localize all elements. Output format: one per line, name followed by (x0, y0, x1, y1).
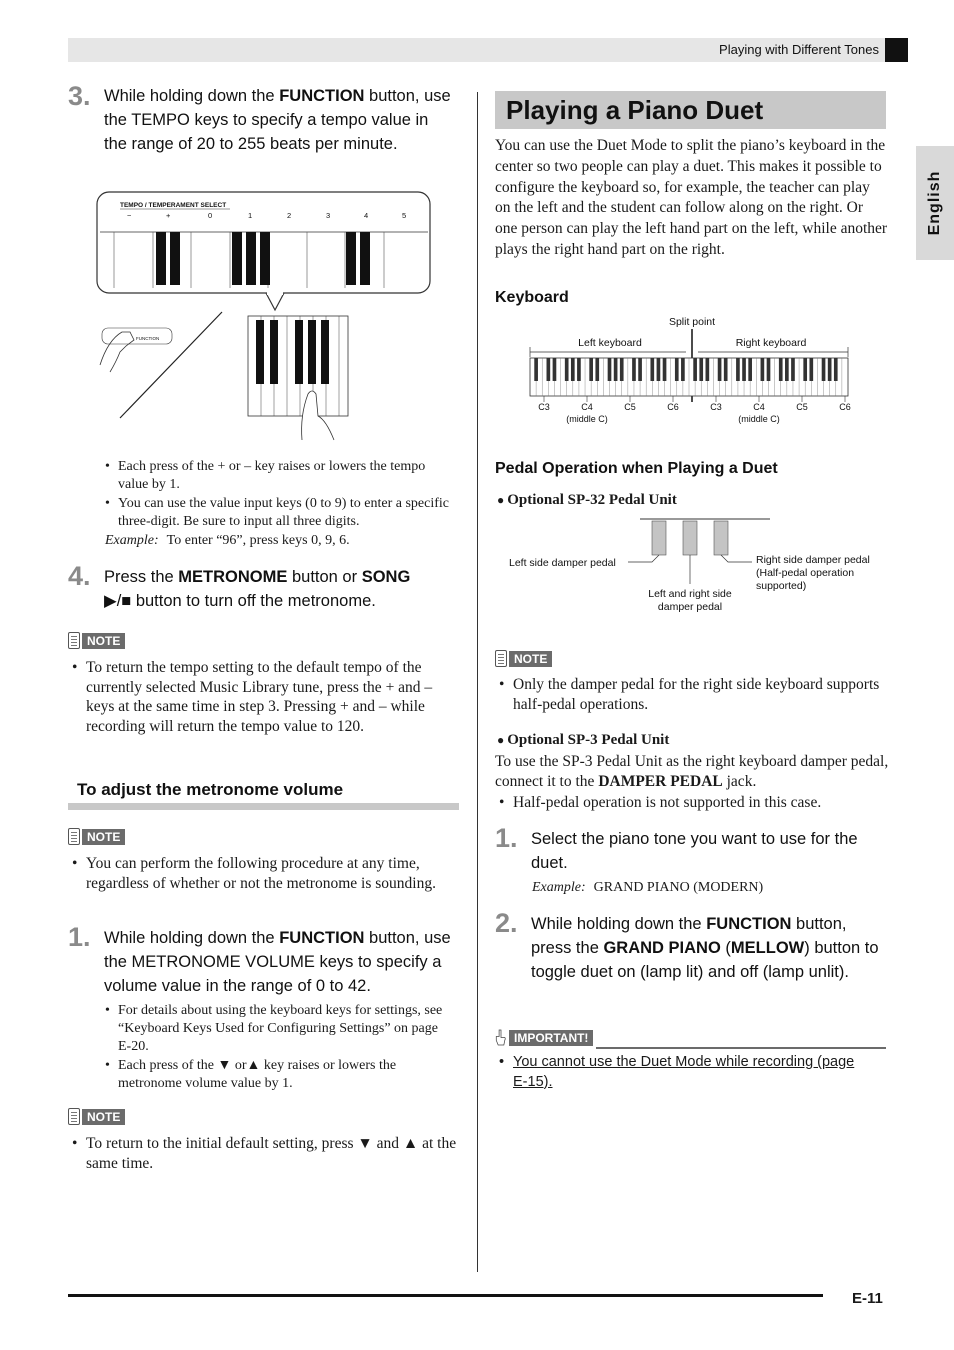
black-key (828, 358, 832, 381)
note-3-list (72, 1134, 462, 1173)
black-key (718, 358, 722, 381)
black-key (742, 358, 746, 381)
column-divider (477, 92, 478, 1272)
black-key (706, 358, 710, 381)
black-key (675, 358, 679, 381)
black-key (761, 358, 765, 381)
note-icon (68, 632, 80, 649)
language-tab-label: English (926, 170, 943, 236)
note-c6-right: C6 (839, 402, 851, 412)
left-keyboard-label: Left keyboard (578, 337, 642, 349)
duet-step-1-number: 1. (495, 823, 518, 853)
step-3-bullets (105, 458, 450, 532)
black-key (571, 358, 575, 381)
note-2-list (72, 854, 462, 893)
note-icon (495, 650, 507, 667)
black-key (785, 358, 789, 381)
black-key (553, 358, 557, 381)
note-4-item: • Only the damper pedal for the right side keyboard supports half-pedal operations. (499, 675, 889, 714)
heading-underline (68, 803, 459, 810)
pedal-heading: Pedal Operation when Playing a Duet (495, 460, 778, 477)
pedal-both-label: Left and right side damper pedal (648, 588, 732, 613)
middle-c-right: (middle C) (738, 414, 780, 424)
pointing-hand-icon (495, 1029, 507, 1046)
black-key (614, 358, 618, 381)
black-key (736, 358, 740, 381)
black-key (638, 358, 642, 381)
note-badge-2: NOTE (68, 828, 125, 845)
function-button-label: FUNCTION (136, 336, 160, 341)
header-block (885, 38, 908, 62)
note-badge-4: NOTE (495, 650, 552, 667)
pedal-diagram (500, 512, 890, 622)
step-4-text: Press the METRONOME button or SONG ▶/■ button to turn off the metronome. (104, 568, 411, 610)
note-icon (68, 1108, 80, 1125)
middle-c-left: (middle C) (566, 414, 608, 424)
step-1-text: While holding down the FUNCTION button, use the METRONOME VOLUME keys to specify a volume value in the range of 0 to 42. (104, 929, 451, 995)
black-key (834, 358, 838, 381)
note-c4-left: C4 (581, 402, 593, 412)
step-3-example: Example: To enter “96”, press keys 0, 9, 6. (105, 533, 350, 548)
note-3-item: • To return to the initial default setting, press ▼ and ▲ at the same time. (72, 1134, 462, 1173)
pedal-right-label: Right side damper pedal (Half-pedal operation supported) (756, 554, 870, 592)
sp3-paragraph: To use the SP-3 Pedal Unit as the right keyboard damper pedal, connect it to the DAMPER PEDAL jack. (495, 753, 889, 790)
black-key (650, 358, 654, 381)
right-keyboard-label: Right keyboard (735, 337, 807, 349)
sp3-heading: ● Optional SP-3 Pedal Unit (497, 732, 669, 749)
step-3-bullet: • You can use the value input keys (0 to 9) to enter a specific three-digit. Be sure to input all three digits. (105, 495, 450, 531)
black-key (547, 358, 551, 381)
note-badge-1: NOTE (68, 632, 125, 649)
black-key (779, 358, 783, 381)
header-title: Playing with Different Tones (719, 42, 879, 57)
black-key (767, 358, 771, 381)
step-4-number: 4. (68, 561, 91, 591)
note-2-item: • You can perform the following procedure at any time, regardless of whether or not the metronome is sounding. (72, 854, 462, 893)
important-rule (596, 1047, 886, 1049)
black-key (681, 358, 685, 381)
tempo-mark-0: 0 (208, 211, 213, 220)
note-c4-right: C4 (753, 402, 765, 412)
split-point-label: Split point (668, 316, 716, 328)
tempo-panel-label: TEMPO / TEMPERAMENT SELECT (120, 202, 227, 209)
black-key (791, 358, 795, 381)
important-badge: IMPORTANT! (495, 1029, 593, 1046)
sp3-bullets (499, 793, 889, 813)
tempo-mark-5: 5 (402, 211, 407, 220)
black-key (632, 358, 636, 381)
note-c3-right: C3 (710, 402, 722, 412)
tempo-mark-3: 3 (326, 211, 331, 220)
duet-step-2-text: While holding down the FUNCTION button, press the GRAND PIANO (MELLOW) button to toggle duet on (lamp lit) and off (lamp unlit). (531, 915, 879, 981)
keyboard-heading: Keyboard (495, 289, 569, 306)
note-c6-left: C6 (667, 402, 679, 412)
note-c5-left: C5 (624, 402, 636, 412)
black-key (608, 358, 612, 381)
step-1-bullet: • For details about using the keyboard keys for settings, see “Keyboard Keys Used for Configuring Settings” on page E-20. (105, 1002, 450, 1056)
language-tab (916, 146, 954, 260)
important-list (499, 1053, 869, 1092)
footer-rule (68, 1294, 823, 1297)
black-key (663, 358, 667, 381)
intro-paragraph: You can use the Duet Mode to split the piano’s keyboard in the center so two people can play a duet. This makes it possible to configure the keyboard so, for example, the teacher can play on the left and the student can follow along on the right. Or one person can play the left hand part on the left, while another plays the right hand part on the right. (495, 137, 888, 258)
note-1-list (72, 658, 462, 736)
note-4-list (499, 675, 889, 714)
note-c3-left: C3 (538, 402, 550, 412)
black-key (699, 358, 703, 381)
step-3-text: While holding down the FUNCTION button, use the TEMPO keys to specify a tempo value in the range of 20 to 255 beats per minute. (104, 87, 451, 153)
step-1-bullets (105, 1002, 450, 1094)
step-3-number: 3. (68, 81, 91, 111)
black-key (803, 358, 807, 381)
note-c5-right: C5 (796, 402, 808, 412)
tempo-mark-1: 1 (248, 211, 253, 220)
duet-step-1-example: Example: GRAND PIANO (MODERN) (532, 880, 764, 895)
note-icon (68, 828, 80, 845)
black-key (809, 358, 813, 381)
black-key (693, 358, 697, 381)
duet-step-1-text: Select the piano tone you want to use for the duet. (531, 830, 858, 872)
black-key (534, 358, 538, 381)
duet-step-2-number: 2. (495, 908, 518, 938)
black-key (620, 358, 624, 381)
tempo-mark-plus: + (166, 211, 171, 220)
metronome-volume-heading: To adjust the metronome volume (77, 780, 344, 799)
tempo-mark-minus: − (127, 211, 132, 220)
tempo-mark-4: 4 (364, 211, 369, 220)
black-key (589, 358, 593, 381)
section-title: Playing a Piano Duet (506, 95, 764, 125)
note-1-item: • To return the tempo setting to the default tempo of the currently selected Music Library tune, press the + and – keys at the same time in step 3. Pressing + and – while recording will return the tempo value to 120. (72, 658, 462, 736)
black-key (565, 358, 569, 381)
black-key (724, 358, 728, 381)
step-1-number: 1. (68, 922, 91, 952)
note-badge-3: NOTE (68, 1108, 125, 1125)
important-item: • You cannot use the Duet Mode while recording (page E-15). (499, 1054, 855, 1090)
sp32-heading: ● Optional SP-32 Pedal Unit (497, 492, 677, 509)
page-number: E-11 (852, 1290, 883, 1307)
step-1-bullet: • Each press of the ▼ or▲ key raises or lowers the metronome volume value by 1. (105, 1057, 450, 1093)
black-key (595, 358, 599, 381)
keyboard-split-diagram (520, 310, 860, 430)
sp3-bullet: • Half-pedal operation is not supported in this case. (499, 793, 889, 813)
tempo-mark-2: 2 (287, 211, 292, 220)
black-key (577, 358, 581, 381)
section-title-box (495, 91, 886, 129)
tempo-keys-illustration (90, 190, 440, 450)
step-3-bullet: • Each press of the + or – key raises or lowers the tempo value by 1. (105, 458, 450, 494)
black-key (657, 358, 661, 381)
black-key (822, 358, 826, 381)
black-key (748, 358, 752, 381)
pedal-left-label: Left side damper pedal (509, 557, 616, 569)
